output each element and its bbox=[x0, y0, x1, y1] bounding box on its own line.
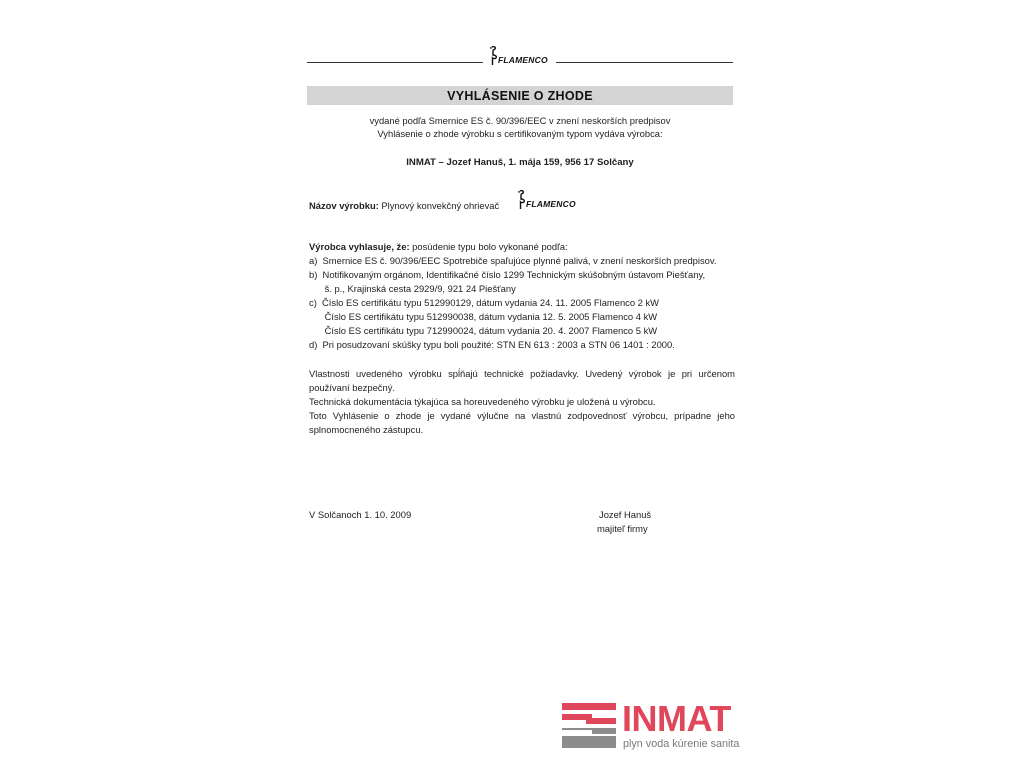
declaration-item: Číslo ES certifikátu typu 512990038, dátum vydania 12. 5. 2005 Flamenco 4 kW bbox=[309, 311, 658, 322]
title-bar bbox=[307, 86, 733, 105]
manufacturer-line: INMAT – Jozef Hanuš, 1. mája 159, 956 17 Solčany bbox=[406, 157, 634, 168]
intro-line: vydané podľa Smernice ES č. 90/396/EEC v znení neskorších predpisov bbox=[369, 115, 671, 126]
intro-line: Vyhlásenie o zhode výrobku s certifikovaným typom vydáva výrobca: bbox=[377, 128, 663, 139]
declaration-item: š. p., Krajinská cesta 2929/9, 921 24 Piešťany bbox=[309, 283, 516, 294]
inmat-mark-icon bbox=[562, 703, 616, 749]
document-title: VYHLÁSENIE O ZHODE bbox=[447, 88, 593, 103]
flamenco-logo-inline bbox=[514, 190, 576, 210]
declaration-item: b) Notifikovaným orgánom, Identifikačné číslo 1299 Technickým skúšobným ústavom Piešťany, bbox=[309, 269, 706, 280]
flamenco-logo bbox=[486, 46, 548, 66]
product-line bbox=[309, 200, 499, 212]
declaration-lead-rest: posúdenie typu bolo vykonané podľa: bbox=[409, 241, 568, 252]
declaration-item: a) Smernice ES č. 90/396/EEC Spotrebiče spaľujúce plynné palivá, v znení neskorších predpisov. bbox=[309, 255, 717, 266]
properties-line: splnomocneného zástupcu. bbox=[309, 424, 424, 435]
properties-line: používaní bezpečný. bbox=[309, 382, 395, 393]
declaration-item: d) Pri posudzovaní skúšky typu boli použité: STN EN 613 : 2003 a STN 06 1401 : 2000. bbox=[309, 339, 675, 350]
inmat-wordmark: INMAT bbox=[622, 698, 731, 739]
signatory-role: majiteľ firmy bbox=[597, 523, 648, 534]
properties-line: Technická dokumentácia týkajúca sa horeuvedeného výrobku je uložená u výrobcu. bbox=[309, 396, 656, 407]
product-name: Plynový konvekčný ohrievač bbox=[381, 200, 500, 211]
header-rule-right bbox=[556, 62, 733, 63]
inmat-logo bbox=[562, 698, 770, 759]
signatory-name: Jozef Hanuš bbox=[599, 509, 652, 520]
product-label: Názov výrobku: bbox=[309, 200, 379, 211]
properties-line: Toto Vyhlásenie o zhode je vydané výlučne na vlastnú zodpovednosť výrobcu, prípadne jeho bbox=[309, 410, 735, 421]
flamenco-logo-text: FLAMENCO bbox=[498, 55, 548, 65]
properties-line: Vlastnosti uvedeného výrobku spĺňajú technické požiadavky. Uvedený výrobok je pri určenom bbox=[309, 368, 735, 379]
flamenco-logo-text: FLAMENCO bbox=[526, 199, 576, 209]
place-date: V Solčanoch 1. 10. 2009 bbox=[309, 509, 412, 520]
declaration-item: c) Číslo ES certifikátu typu 512990129, dátum vydania 24. 11. 2005 Flamenco 2 kW bbox=[309, 297, 660, 308]
header-rule-left bbox=[307, 62, 483, 63]
declaration-lead bbox=[309, 241, 568, 253]
inmat-tagline: plyn voda kúrenie sanita bbox=[623, 738, 740, 750]
declaration-lead-bold: Výrobca vyhlasuje, že: bbox=[309, 241, 410, 252]
declaration-item: Číslo ES certifikátu typu 712990024, dátum vydania 20. 4. 2007 Flamenco 5 kW bbox=[309, 325, 658, 336]
